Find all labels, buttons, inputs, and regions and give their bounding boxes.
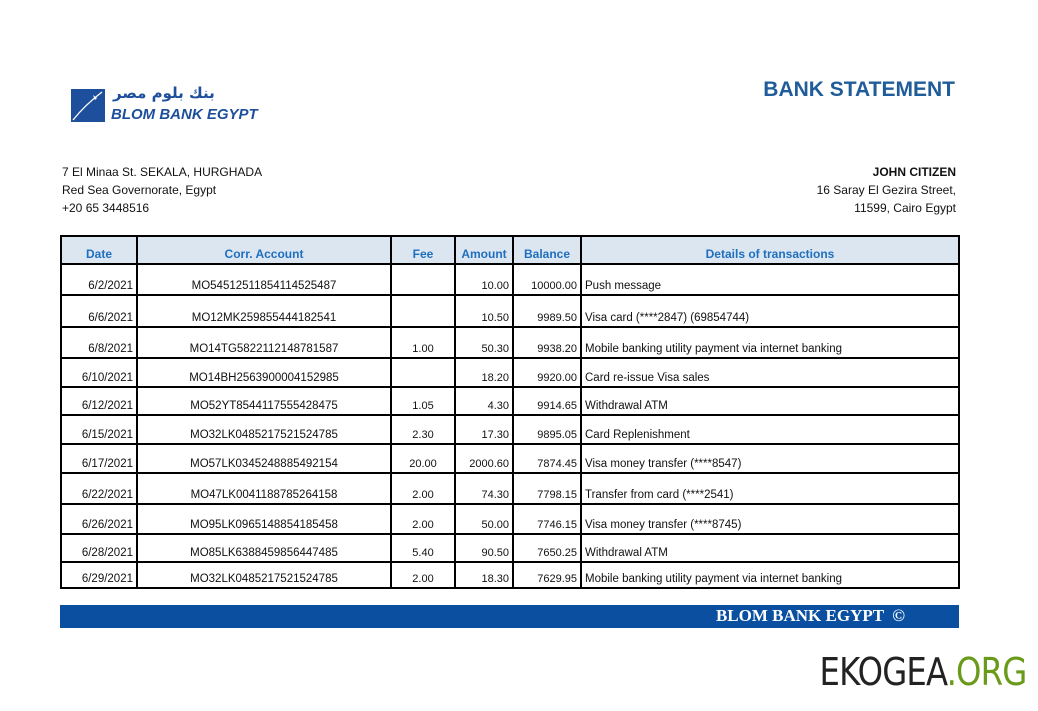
cell-fee	[391, 264, 455, 295]
footer-bar	[60, 605, 959, 628]
cell-date: 6/10/2021	[61, 358, 137, 387]
cell-balance: 9895.05	[513, 415, 581, 444]
cell-amount: 18.20	[455, 358, 513, 387]
cell-amount: 2000.60	[455, 444, 513, 473]
bank-phone: +20 65 3448516	[62, 201, 150, 215]
cell-balance: 7650.25	[513, 534, 581, 562]
watermark	[819, 650, 1026, 694]
cell-date: 6/12/2021	[61, 387, 137, 415]
logo-arabic: بنك بلوم مصر	[113, 84, 215, 102]
cell-fee: 5.40	[391, 534, 455, 562]
table-row	[61, 264, 959, 295]
cell-details: Withdrawal ATM	[581, 387, 959, 415]
cell-details: Card Replenishment	[581, 415, 959, 444]
watermark-main: EKOGEA	[819, 650, 947, 694]
cell-details: Card re-issue Visa sales	[581, 358, 959, 387]
bank-address	[62, 163, 262, 217]
footer-text: BLOM BANK EGYPT ©	[715, 606, 905, 625]
table-row	[61, 504, 959, 534]
customer-address	[817, 163, 956, 217]
table-row	[61, 534, 959, 562]
customer-address-line: 11599, Cairo Egypt	[854, 201, 956, 215]
cell-corr-account: MO12MK259855444182541	[137, 295, 391, 327]
cell-details: Withdrawal ATM	[581, 534, 959, 562]
cell-amount: 50.30	[455, 327, 513, 358]
cell-fee: 2.00	[391, 562, 455, 588]
cell-date: 6/26/2021	[61, 504, 137, 534]
transactions-table	[60, 235, 960, 589]
cell-amount: 74.30	[455, 473, 513, 504]
cell-date: 6/6/2021	[61, 295, 137, 327]
cell-fee: 2.00	[391, 504, 455, 534]
cell-amount: 50.00	[455, 504, 513, 534]
cell-balance: 9914.65	[513, 387, 581, 415]
cell-corr-account: MO14TG5822112148781587	[137, 327, 391, 358]
cell-balance: 7798.15	[513, 473, 581, 504]
cell-amount: 18.30	[455, 562, 513, 588]
cell-details: Visa money transfer (****8547)	[581, 444, 959, 473]
cell-balance: 9989.50	[513, 295, 581, 327]
table-row	[61, 358, 959, 387]
table-row	[61, 562, 959, 588]
cell-corr-account: MO14BH2563900004152985	[137, 358, 391, 387]
table-row	[61, 327, 959, 358]
table-row	[61, 473, 959, 504]
cell-fee	[391, 358, 455, 387]
cell-corr-account: MO57LK0345248885492154	[137, 444, 391, 473]
cell-corr-account: MO85LK6388459856447485	[137, 534, 391, 562]
customer-name: JOHN CITIZEN	[872, 165, 956, 179]
cell-details: Transfer from card (****2541)	[581, 473, 959, 504]
watermark-accent: .ORG	[946, 650, 1026, 694]
table-row	[61, 387, 959, 415]
cell-fee: 2.30	[391, 415, 455, 444]
header-fee: Fee	[391, 236, 455, 264]
header-balance: Balance	[513, 236, 581, 264]
cell-details: Mobile banking utility payment via internet banking	[581, 562, 959, 588]
cell-amount: 90.50	[455, 534, 513, 562]
cell-fee: 20.00	[391, 444, 455, 473]
header-amount: Amount	[455, 236, 513, 264]
header-date: Date	[61, 236, 137, 264]
logo-mark-icon	[71, 89, 105, 122]
cell-amount: 10.00	[455, 264, 513, 295]
cell-date: 6/8/2021	[61, 327, 137, 358]
cell-corr-account: MO47LK0041188785264158	[137, 473, 391, 504]
page-title: BANK STATEMENT	[763, 78, 955, 101]
cell-details: Visa money transfer (****8745)	[581, 504, 959, 534]
cell-fee: 1.00	[391, 327, 455, 358]
cell-corr-account: MO52YT8544117555428475	[137, 387, 391, 415]
bank-address-line: Red Sea Governorate, Egypt	[62, 183, 217, 197]
cell-corr-account: MO32LK0485217521524785	[137, 415, 391, 444]
cell-amount: 17.30	[455, 415, 513, 444]
cell-date: 6/15/2021	[61, 415, 137, 444]
cell-details: Visa card (****2847) (69854744)	[581, 295, 959, 327]
cell-date: 6/22/2021	[61, 473, 137, 504]
header-corr-account: Corr. Account	[137, 236, 391, 264]
cell-corr-account: MO32LK0485217521524785	[137, 562, 391, 588]
bank-address-line: 7 El Minaa St. SEKALA, HURGHADA	[62, 165, 263, 179]
header-details: Details of transactions	[581, 236, 959, 264]
cell-balance: 9938.20	[513, 327, 581, 358]
table-row	[61, 444, 959, 473]
cell-date: 6/28/2021	[61, 534, 137, 562]
customer-address-line: 16 Saray El Gezira Street,	[816, 183, 956, 197]
table-row	[61, 295, 959, 327]
bank-logo	[71, 84, 261, 124]
cell-corr-account: MO54512511854114525487	[137, 264, 391, 295]
cell-date: 6/29/2021	[61, 562, 137, 588]
cell-corr-account: MO95LK0965148854185458	[137, 504, 391, 534]
cell-balance: 9920.00	[513, 358, 581, 387]
cell-details: Mobile banking utility payment via internet banking	[581, 327, 959, 358]
cell-balance: 7629.95	[513, 562, 581, 588]
cell-amount: 4.30	[455, 387, 513, 415]
cell-details: Push message	[581, 264, 959, 295]
cell-date: 6/2/2021	[61, 264, 137, 295]
table-row	[61, 415, 959, 444]
cell-balance: 10000.00	[513, 264, 581, 295]
cell-date: 6/17/2021	[61, 444, 137, 473]
cell-balance: 7874.45	[513, 444, 581, 473]
cell-fee: 1.05	[391, 387, 455, 415]
cell-amount: 10.50	[455, 295, 513, 327]
logo-english: BLOM BANK EGYPT	[111, 106, 258, 123]
cell-fee	[391, 295, 455, 327]
cell-fee: 2.00	[391, 473, 455, 504]
cell-balance: 7746.15	[513, 504, 581, 534]
